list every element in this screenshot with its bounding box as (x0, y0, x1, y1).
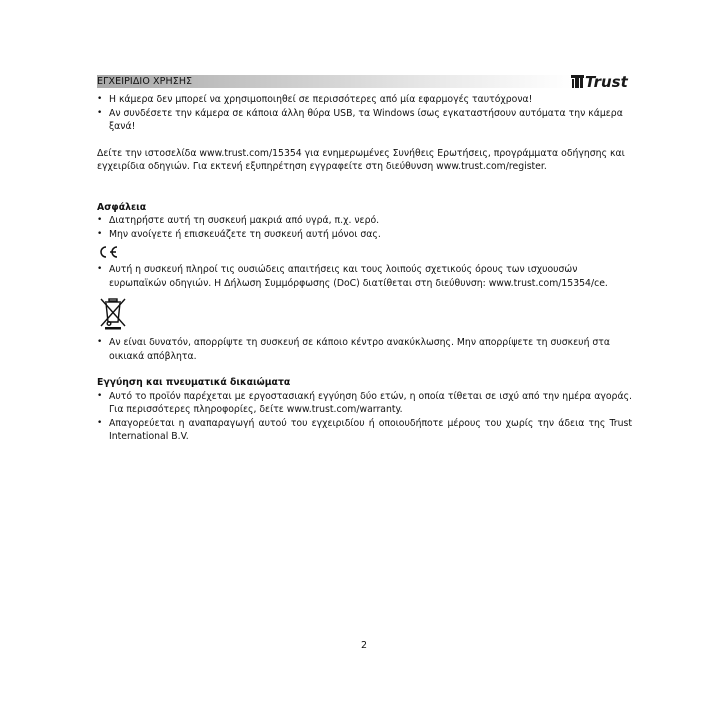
list-item: • Η κάμερα δεν μπορεί να χρησιμοποιηθεί σε περισσότερες από μία εφαρμογές ταυτόχρονα! (97, 93, 632, 107)
recycling-list (97, 336, 632, 363)
trust-logo (571, 72, 633, 90)
logo-text: Trust (585, 73, 628, 90)
list-item: • Αυτή η συσκευή πληροί τις ουσιώδεις απαιτήσεις και τους λοιπούς σχετικούς όρους των ισχυουσών ευρωπαϊκών οδηγιών. Η Δήλωση Συμμόρφωσης (DoC) διατίθεται στη διεύθυνση: www.trust.com/15354/ce. (97, 263, 632, 290)
list-item: • Αυτό το προϊόν παρέχεται με εργοστασιακή εγγύηση δύο ετών, η οποία τίθεται σε ισχύ από την ημέρα αγοράς. Για περισσότερες πληροφορίες, δείτε www.trust.com/warranty. (97, 390, 632, 417)
page-number: 2 (360, 640, 368, 651)
warranty-list (97, 390, 632, 444)
intro-list (97, 93, 632, 134)
safety-list (97, 214, 632, 241)
ce-list (97, 263, 632, 290)
list-item: • Διατηρήστε αυτή τη συσκευή μακριά από υγρά, π.χ. νερό. (97, 214, 632, 228)
list-item: • Αν είναι δυνατόν, απορρίψτε τη συσκευή σε κάποιο κέντρο ανακύκλωσης. Μην απορρίψετε τη συσκευή στα οικιακά απόβλητα. (97, 336, 632, 363)
list-item: • Αν συνδέσετε την κάμερα σε κάποια άλλη θύρα USB, τα Windows ίσως εγκαταστήσουν αυτόματα την κάμερα ξανά! (97, 107, 632, 134)
manual-content (97, 93, 632, 444)
info-paragraph: Δείτε την ιστοσελίδα www.trust.com/15354 για ενημερωμένες Συνήθεις Ερωτήσεις, προγράμματα οδήγησης και εγχειρίδια οδηγιών. Για εκτενή εξυπηρέτηση εγγραφείτε στη διεύθυνση www.trust.com/register. (97, 147, 625, 172)
manual-title: ΕΓΧΕΙΡΙΔΙΟ ΧΡΗΣΗΣ (97, 76, 193, 87)
list-item: • Μην ανοίγετε ή επισκευάζετε τη συσκευή αυτή μόνοι σας. (97, 228, 632, 242)
ce-mark-icon (97, 245, 119, 259)
safety-heading: Ασφάλεια (97, 201, 147, 213)
warranty-heading: Εγγύηση και πνευματικά δικαιώματα (97, 377, 291, 388)
crossed-out-wheelie-bin-icon (97, 296, 129, 330)
list-item: • Απαγορεύεται η αναπαραγωγή αυτού του εγχειριδίου ή οποιουδήποτε μέρους του χωρίς την άδεια της Trust International B.V. (97, 417, 632, 444)
